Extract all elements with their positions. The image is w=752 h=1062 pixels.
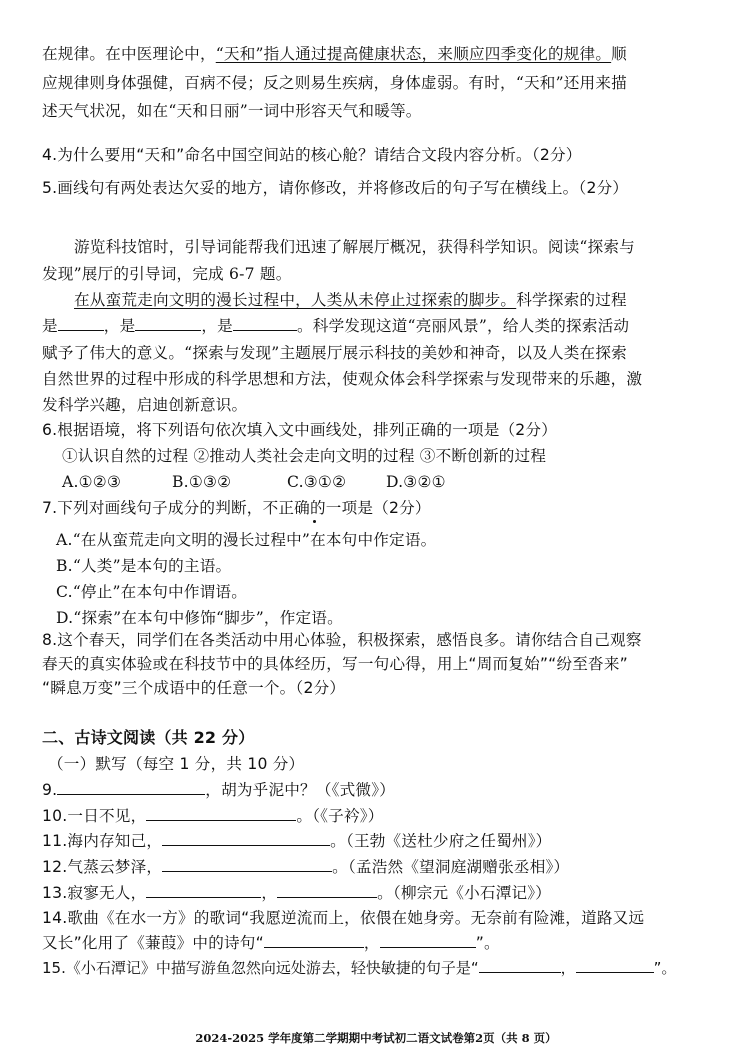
question-text: 。（孟浩然《望洞庭湖赠张丞相》） (332, 858, 570, 876)
answer-blank[interactable] (479, 958, 561, 973)
question-8-line-2: 春天的真实体验或在科技节中的具体经历，写一句心得，用上“周而复始”“纷至沓来” (42, 655, 628, 673)
museum-text: ，是 (201, 317, 233, 335)
intro-line-3: 述天气状况，如在“天和日丽”一词中形容天气和暖等。 (42, 102, 422, 120)
museum-line-1: 游览科技馆时，引导词能帮我们迅速了解展厅概况，获得科学知识。阅读“探索与 (74, 238, 635, 256)
question-8-line-3: “瞬息万变”三个成语中的任意一个。（2分） (42, 679, 346, 697)
question-8-line-1: 8.这个春天，同学们在各类活动中用心体验，积极探索，感悟良多。请你结合自己观察 (42, 631, 642, 649)
question-11 (42, 831, 551, 851)
answer-blank[interactable] (264, 933, 364, 948)
question-text: 又长”化用了《蒹葭》中的诗句“ (42, 934, 264, 952)
question-12 (42, 857, 569, 877)
answer-blank[interactable] (162, 857, 332, 872)
page-footer: 2024-2025 学年度第二学期期中考试初二语文试卷第2页（共 8 页） (195, 1031, 557, 1045)
answer-blank[interactable] (380, 933, 476, 948)
question-text: 15.《小石潭记》中描写游鱼忽然向远处游去，轻快敏捷的句子是“ (42, 959, 479, 977)
museum-text: ，是 (103, 317, 136, 335)
question-7-option-c[interactable]: C.“停止”在本句中作谓语。 (56, 583, 248, 601)
question-number: 9. (42, 781, 58, 799)
emphasis-dot (313, 520, 316, 523)
subsection-1-title: （一）默写（每空 1 分，共 10 分） (48, 755, 305, 773)
question-7-option-d[interactable]: D.“探索”在本句中修饰“脚步”，作定语。 (56, 609, 343, 627)
question-6-option-d[interactable]: D.③②① (386, 473, 446, 491)
museum-line-5: 赋予了伟大的意义。“探索与发现”主题展厅展示科技的美妙和神奇，以及人类在探索 (42, 344, 627, 362)
question-text: 10.一日不见， (42, 807, 147, 825)
question-7-option-a[interactable]: A.“在从蛮荒走向文明的漫长过程中”在本句中作定语。 (56, 531, 437, 549)
question-text: ， (363, 934, 380, 952)
question-14-line-1: 14.歌曲《在水一方》的歌词“我愿逆流而上，依偎在她身旁。无奈前有险滩，道路又远 (42, 909, 645, 927)
question-text: ，胡为乎泥中？（《式微》） (205, 781, 396, 799)
question-14-line-2 (42, 933, 500, 953)
museum-line-4 (42, 316, 629, 336)
question-text: ， (261, 884, 278, 902)
answer-blank[interactable] (135, 316, 201, 331)
answer-blank[interactable] (162, 831, 330, 846)
question-text: 。（柳宗元《小石潭记》） (377, 884, 552, 902)
question-6-option-b[interactable]: B.①③② (172, 473, 232, 491)
question-6-stem: 6.根据语境，将下列语句依次填入文中画线处，排列正确的一项是（2分） (42, 421, 558, 439)
answer-blank[interactable] (146, 883, 261, 898)
question-text: 12.气蒸云梦泽， (42, 858, 163, 876)
question-text: ”。 (653, 959, 677, 977)
question-text: ”。 (475, 934, 500, 952)
question-5: 5.画线句有两处表达欠妥的地方，请你修改，并将修改后的句子写在横线上。（2分） (42, 179, 629, 197)
question-4: 4.为什么要用“天和”命名中国空间站的核心舱？请结合文段内容分析。（2分） (42, 146, 582, 164)
underlined-sentence: “天和”指人通过提高健康状态，来顺应四季变化的规律。 (215, 45, 612, 63)
section-2-title: 二、古诗文阅读（共 22 分） (42, 728, 255, 747)
museum-text: 。科学发现这道“亮丽风景”，给人类的探索活动 (296, 317, 630, 335)
question-7-option-b[interactable]: B.“人类”是本句的主语。 (56, 557, 232, 575)
question-6-option-a[interactable]: A.①②③ (62, 473, 122, 491)
question-13 (42, 883, 551, 903)
answer-blank[interactable] (576, 958, 654, 973)
question-6-items: ①认识自然的过程 ②推动人类社会走向文明的过程 ③不断创新的过程 (62, 447, 547, 465)
answer-blank[interactable] (277, 883, 377, 898)
question-text: 13.寂寥无人， (42, 884, 147, 902)
answer-blank[interactable] (233, 316, 297, 331)
intro-line-2: 应规律则身体强健，百病不侵；反之则易生疾病，身体虚弱。有时，“天和”还用来描 (42, 74, 627, 92)
answer-blank[interactable] (146, 806, 296, 821)
museum-line-3 (74, 290, 627, 310)
question-text: 。（王勃《送杜少府之任蜀州》） (330, 832, 552, 850)
museum-line-6: 自然世界的过程中形成的科学思想和方法，使观众体会科学探索与发现带来的乐趣，激 (42, 370, 643, 388)
museum-text: 科学探索的过程 (516, 291, 627, 309)
question-9 (42, 780, 395, 800)
question-text: 。（《子衿》） (296, 807, 384, 825)
intro-text: 在规律。在中医理论中， (42, 45, 216, 63)
museum-line-7: 发科学兴趣，启迪创新意识。 (42, 396, 248, 414)
intro-line-1 (42, 44, 627, 64)
question-6-option-c[interactable]: C.③①② (287, 473, 347, 491)
question-15 (42, 958, 676, 978)
question-text: ， (560, 959, 576, 977)
question-10 (42, 806, 384, 826)
question-text: 11.海内存知己， (42, 832, 163, 850)
museum-line-2: 发现”展厅的引导词，完成 6-7 题。 (42, 265, 292, 283)
museum-text: 是 (42, 317, 58, 335)
underlined-sentence: 在从蛮荒走向文明的漫长过程中，人类从未停止过探索的脚步。 (74, 291, 517, 309)
intro-text: 顺 (611, 45, 627, 63)
answer-blank[interactable] (57, 780, 205, 795)
question-7-stem: 7.下列对画线句子成分的判断，不正确的一项是（2分） (42, 499, 431, 517)
answer-blank[interactable] (58, 316, 104, 331)
